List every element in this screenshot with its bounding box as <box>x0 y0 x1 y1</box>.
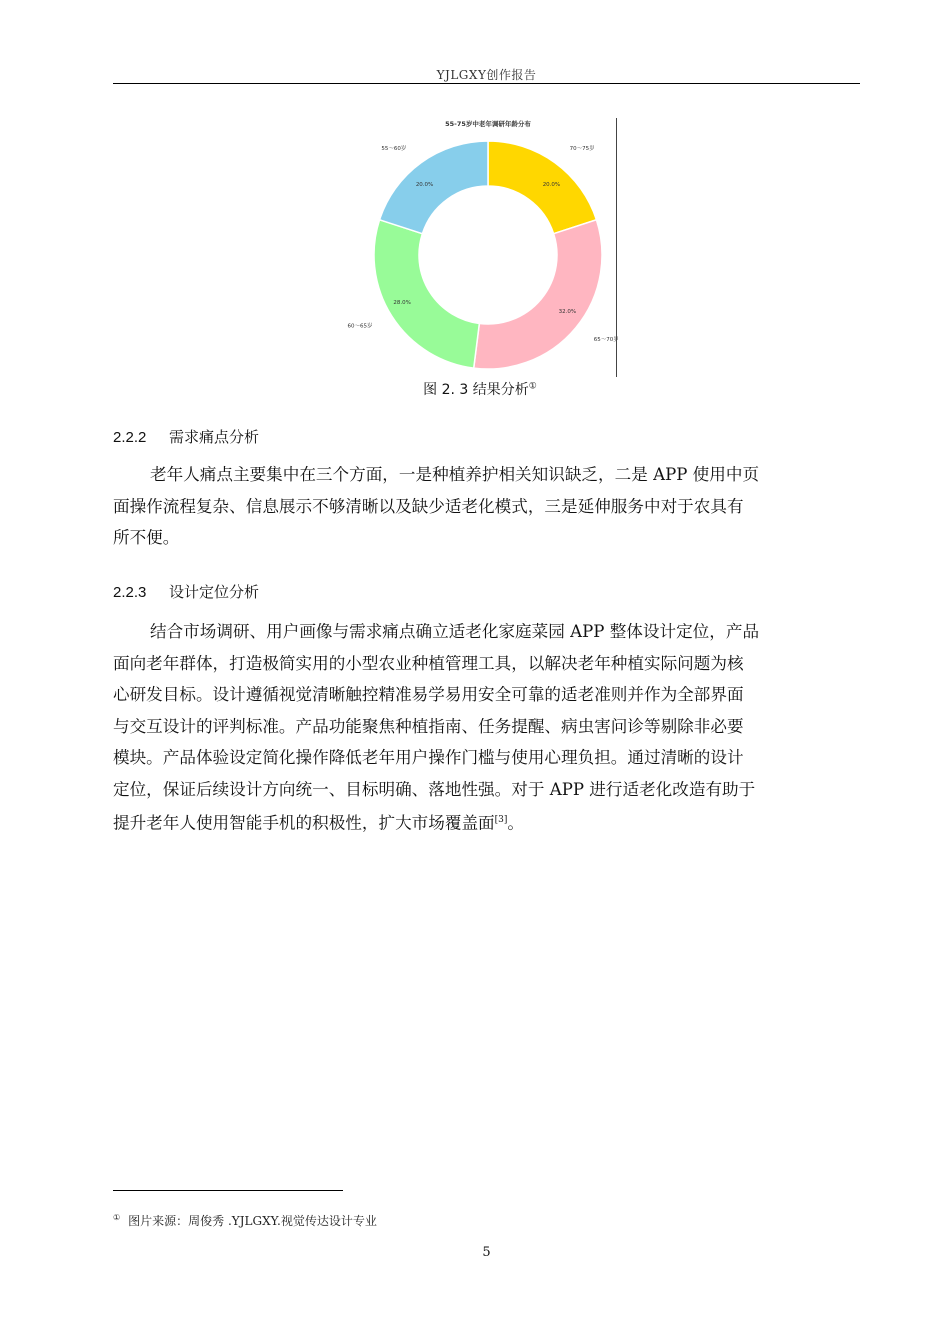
caption-footnote-mark: ① <box>528 381 537 392</box>
page-number: 5 <box>482 1245 491 1260</box>
section-heading-positioning <box>113 581 259 602</box>
chart-title: 55-75岁中老年调研年龄分布 <box>445 120 531 128</box>
paragraph-line: 定位，保证后续设计方向统一、目标明确、落地性强。对于 APP 进行适老化改造有助于 <box>113 779 756 799</box>
section-number: 2.2.2 <box>113 429 147 446</box>
slice-percent-label: 28.0% <box>393 299 411 306</box>
paragraph-line: 面操作流程复杂、信息展示不够清晰以及缺少适老化模式，三是延伸服务中对于农具有 <box>113 496 744 516</box>
section-number: 2.2.3 <box>113 584 147 601</box>
footnote <box>113 1212 377 1229</box>
paragraph-line: 面向老年群体，打造极简实用的小型农业种植管理工具，以解决老年种植实际问题为核 <box>113 653 744 673</box>
citation-mark: [3] <box>494 815 508 825</box>
end-punctuation: 。 <box>507 813 524 833</box>
figure-divider <box>616 118 617 377</box>
slice-percent-label: 20.0% <box>542 182 561 189</box>
paragraph-line: 所不便。 <box>113 528 180 547</box>
footnote-rule <box>113 1190 343 1191</box>
donut-slice <box>380 141 488 234</box>
slice-category-label: 70～75岁 <box>569 146 595 153</box>
section-heading-needs <box>113 426 259 447</box>
section-title: 设计定位分析 <box>169 583 260 601</box>
slice-category-label: 55～60岁 <box>381 146 407 153</box>
age-distribution-figure <box>343 114 633 380</box>
slice-category-label: 65～70岁 <box>593 337 619 344</box>
donut-slice <box>374 220 479 368</box>
slice-percent-label: 20.0% <box>415 182 434 189</box>
paragraph-line: 老年人痛点主要集中在三个方面，一是种植养护相关知识缺乏，二是 APP 使用中页 <box>150 465 760 484</box>
slice-category-label: 60～65岁 <box>347 323 373 330</box>
paragraph-line: 心研发目标。设计遵循视觉清晰触控精准易学易用安全可靠的适老准则并作为全部界面 <box>113 685 744 704</box>
footnote-mark: ① <box>113 1213 121 1222</box>
section-title: 需求痛点分析 <box>169 428 260 446</box>
paragraph-last-line <box>113 805 860 839</box>
figure-caption-text: 图 2. 3 结果分析 <box>423 382 529 398</box>
paragraph-positioning <box>113 616 860 839</box>
page-header: YJLGXY创作报告 <box>436 68 537 82</box>
paragraph-text: 提升老年人使用智能手机的积极性，扩大市场覆盖面 <box>113 813 495 833</box>
slice-percent-label: 32.0% <box>558 308 577 315</box>
paragraph-line: 模块。产品体验设定简化操作降低老年用户操作门槛与使用心理负担。通过清晰的设计 <box>113 748 744 767</box>
paragraph-line: 与交互设计的评判标准。产品功能聚焦种植指南、任务提醒、病虫害问诊等剔除非必要 <box>113 716 744 736</box>
paragraph-line: 结合市场调研、用户画像与需求痛点确立适老化家庭菜园 APP 整体设计定位，产品 <box>150 622 760 641</box>
donut-chart <box>343 114 633 380</box>
donut-slice <box>474 220 602 369</box>
header-rule <box>113 83 860 84</box>
figure-caption <box>330 379 630 399</box>
paragraph-needs <box>113 459 860 554</box>
footnote-text: 图片来源：周俊秀 .YJLGXY.视觉传达设计专业 <box>128 1214 377 1228</box>
